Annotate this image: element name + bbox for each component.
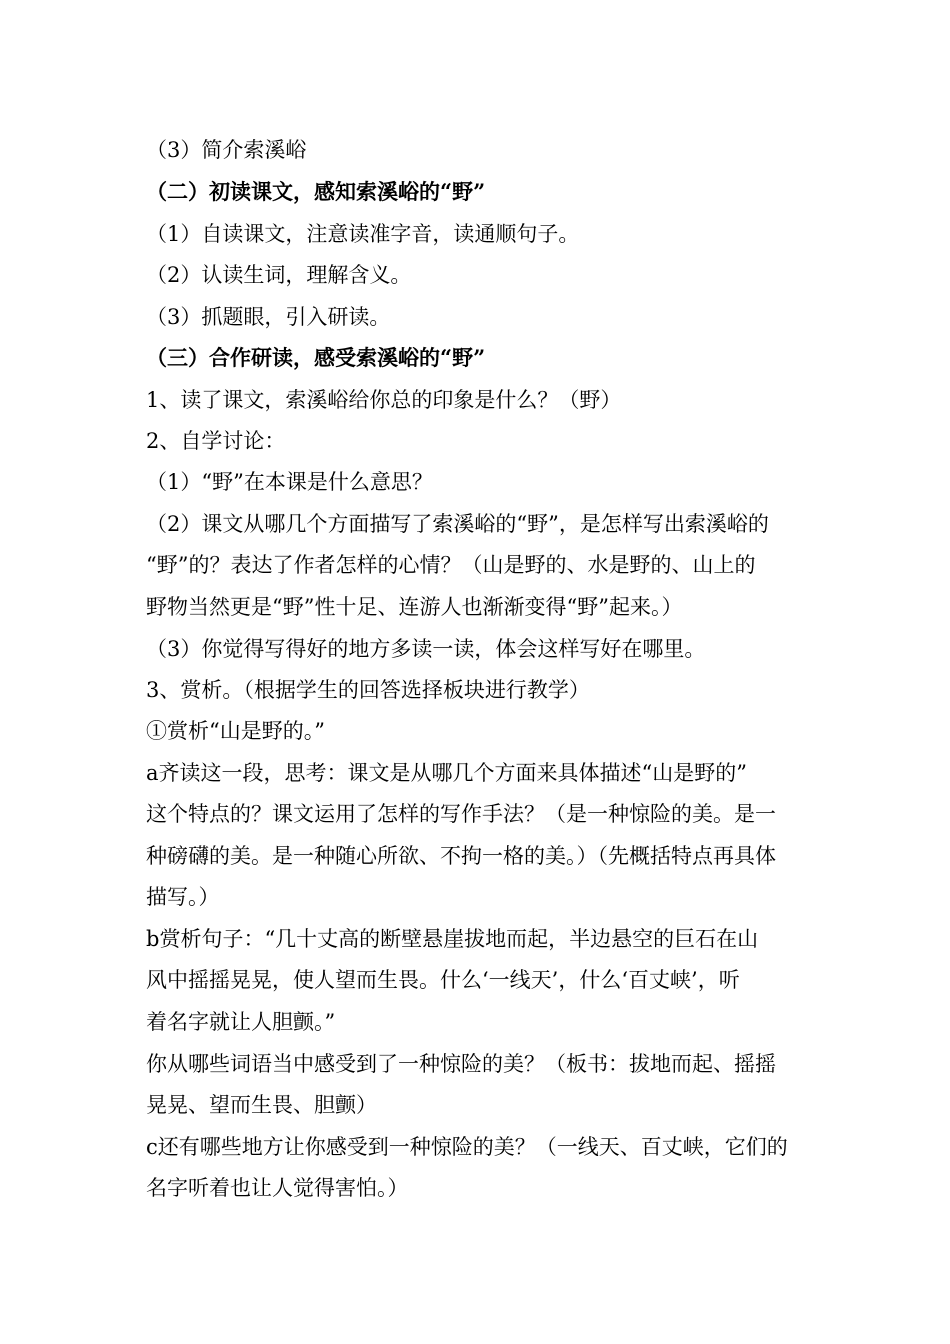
text-line: （2）课文从哪几个方面描写了索溪峪的“野”，是怎样写出索溪峪的 [146,512,769,536]
text-line: ①赏析“山是野的。” [146,719,325,743]
section-heading: （二）初读课文，感知索溪峪的“野” [146,179,486,204]
text-line: 3、赏析。（根据学生的回答选择板块进行教学） [146,678,590,702]
text-line: 1、读了课文，索溪峪给你总的印象是什么？（野） [146,388,622,412]
text-line: （2）认读生词，理解含义。 [146,263,412,287]
text-line: 野物当然更是“野”性十足、连游人也渐渐变得“野”起来。） [146,595,683,619]
section-heading: （三）合作研读，感受索溪峪的“野” [146,345,486,370]
text-line: b赏析句子：“几十丈高的断壁悬崖拔地而起，半边悬空的巨石在山 [146,927,759,951]
text-line: （1）自读课文，注意读准字音，读通顺句子。 [146,222,580,246]
text-line: 名字听着也让人觉得害怕。） [146,1176,409,1200]
text-line: （1）“野”在本课是什么意思？ [146,470,433,494]
text-line: 着名字就让人胆颤。” [146,1010,336,1034]
text-line: （3）抓题眼，引入研读。 [146,305,391,329]
text-line: 这个特点的？课文运用了怎样的写作手法？（是一种惊险的美。是一 [146,802,776,826]
text-line: 2、自学讨论： [146,429,286,453]
text-line: 种磅礴的美。是一种随心所欲、不拘一格的美。）（先概括特点再具体 [146,844,776,868]
text-line: （3）简介索溪峪 [146,138,307,162]
text-line: 你从哪些词语当中感受到了一种惊险的美？（板书：拔地而起、摇摇 [146,1052,776,1076]
text-line: a齐读这一段，思考：课文是从哪几个方面来具体描述“山是野的” [146,761,747,785]
text-line: （3）你觉得写得好的地方多读一读，体会这样写好在哪里。 [146,637,706,661]
text-line: 风中摇摇晃晃，使人望而生畏。什么‘一线天’，什么‘百丈峡’，听 [146,968,740,992]
text-line: 描写。） [146,885,220,909]
text-line: 晃晃、望而生畏、胆颤） [146,1093,377,1117]
text-line: c还有哪些地方让你感受到一种惊险的美？（一线天、百丈峡，它们的 [146,1135,788,1159]
text-line: “野”的？表达了作者怎样的心情？（山是野的、水是野的、山上的 [146,553,756,577]
